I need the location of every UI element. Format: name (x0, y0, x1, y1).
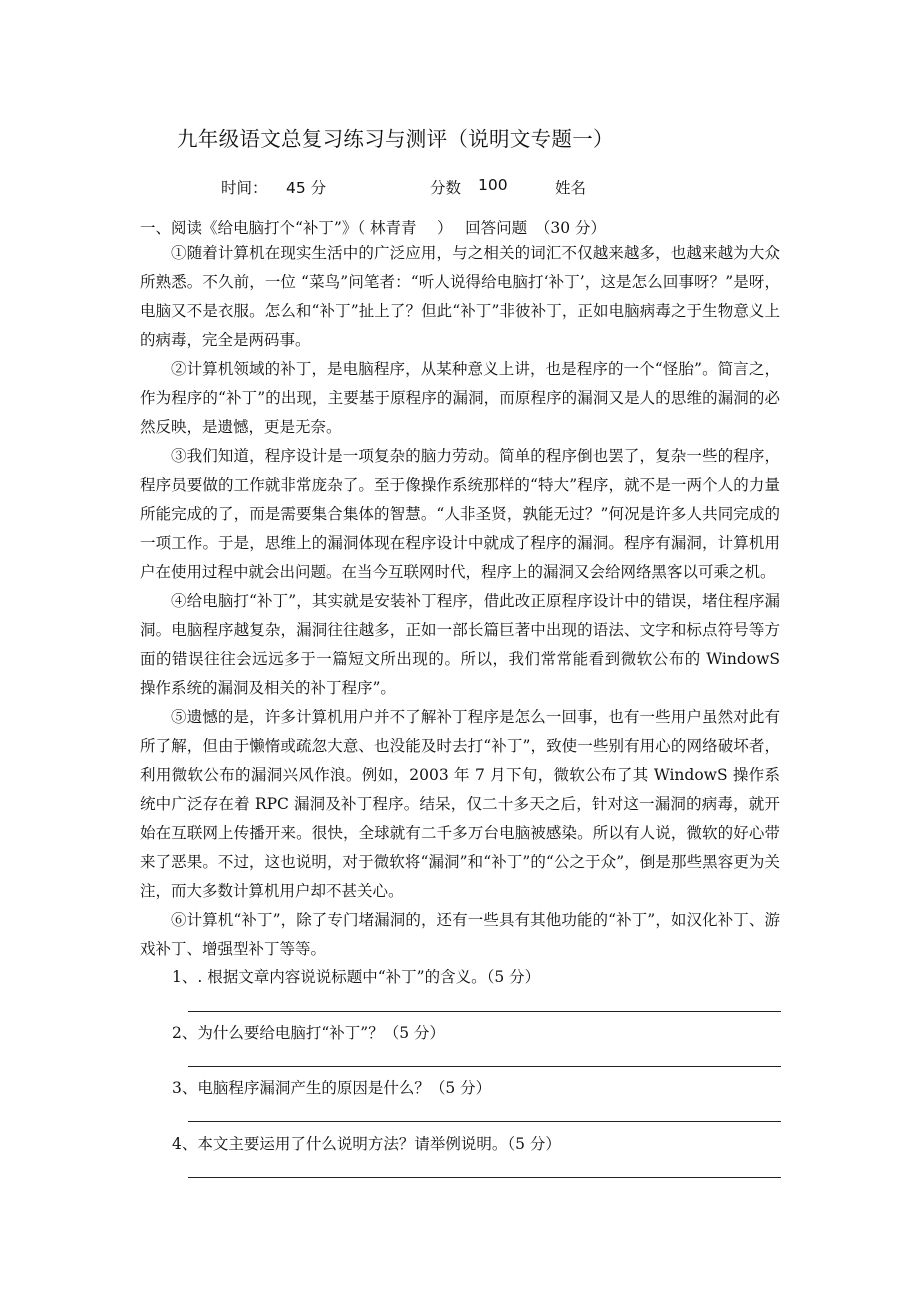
paragraph-1: ①随着计算机在现实生活中的广泛应用，与之相关的词汇不仅越来越多，也越来越为大众所熟悉。不久前，一位 “菜鸟”问笔者：“听人说得给电脑打‘补丁’，这是怎么回事呀？”是呀，电脑又不是衣服。怎么和“补丁”扯上了？但此“补丁”非彼补丁，正如电脑病毒之于生物意义上的病毒，完全是两码事。 (140, 244, 780, 349)
question-4: 4、本文主要运用了什么说明方法？请举例说明。（5 分） (172, 1135, 561, 1153)
document-title: 九年级语文总复习练习与测评（说明文专题一） (177, 127, 614, 151)
score-value: 100 (478, 176, 508, 194)
paragraph-3: ③我们知道，程序设计是一项复杂的脑力劳动。简单的程序倒也罢了，复杂一些的程序，程序员要做的工作就非常庞杂了。至于像操作系统那样的“特大”程序，就不是一两个人的力量所能完成的了，而是需要集合集体的智慧。“人非圣贤，孰能无过？”何况是许多人共同完成的一项工作。于是，思维上的漏洞体现在程序设计中就成了程序的漏洞。程序有漏洞，计算机用户在使用过程中就会出问题。在当今互联网时代，程序上的漏洞又会给网络黑客以可乘之机。 (140, 447, 780, 581)
question-2: 2、为什么要给电脑打“补丁”？（5 分） (172, 1024, 445, 1042)
paragraph-5: ⑤遗憾的是，许多计算机用户并不了解补丁程序是怎么一回事，也有一些用户虽然对此有所了解，但由于懒惰或疏忽大意、也没能及时去打“补丁”，致使一些别有用心的网络破坏者，利用微软公布的漏洞兴风作浪。例如，2003 年 7 月下旬，微软公布了其 WindowS 操作系统中广泛存在着 RPC 漏洞及补丁程序。结呆，仅二十多天之后，针对这一漏洞的病毒，就开始在互联网上传播开来。很快，全球就有二千多万台电脑被感染。所以有人说，微软的好心带来了恶果。不过，这也说明，对于微软将“漏洞”和“补丁”的“公之于众”，倒是那些黑容更为关注，而大多数计算机用户却不甚关心。 (140, 708, 780, 900)
question-1: 1、. 根据文章内容说说标题中“补丁”的含义。（5 分） (172, 968, 541, 986)
answer-line-2[interactable] (188, 1066, 781, 1067)
score-label: 分数 (430, 179, 462, 197)
reading-passage (140, 239, 780, 964)
time-value: 45 分 (286, 179, 327, 197)
paragraph-4: ④给电脑打“补丁”，其实就是安装补丁程序，借此改正原程序设计中的错误，堵住程序漏洞。电脑程序越复杂，漏洞往往越多，正如一部长篇巨著中出现的语法、文字和标点符号等方面的错误往往会远远多于一篇短文所出现的。所以，我们常常能看到微软公布的 WindowS 操作系统的漏洞及相关的补丁程序”。 (140, 592, 780, 697)
paragraph-6: ⑥计算机“补丁”，除了专门堵漏洞的，还有一些具有其他功能的“补丁”，如汉化补丁、游戏补丁、增强型补丁等等。 (140, 911, 780, 958)
question-3: 3、电脑程序漏洞产生的原因是什么？（5 分） (172, 1079, 492, 1097)
paragraph-2: ②计算机领域的补丁，是电脑程序，从某种意义上讲，也是程序的一个“怪胎”。简言之，作为程序的“补丁”的出现，主要基于原程序的漏洞，而原程序的漏洞又是人的思维的漏洞的必然反映，是遗憾，更是无奈。 (140, 360, 780, 436)
time-label: 时间： (221, 179, 268, 197)
answer-line-4[interactable] (188, 1177, 781, 1178)
answer-line-1[interactable] (188, 1011, 781, 1012)
answer-line-3[interactable] (188, 1121, 781, 1122)
section-heading: 一、阅读《给电脑打个“补丁”》（ 林青青 ） 回答问题 （30 分） (140, 219, 607, 237)
name-label: 姓名 (555, 179, 587, 197)
